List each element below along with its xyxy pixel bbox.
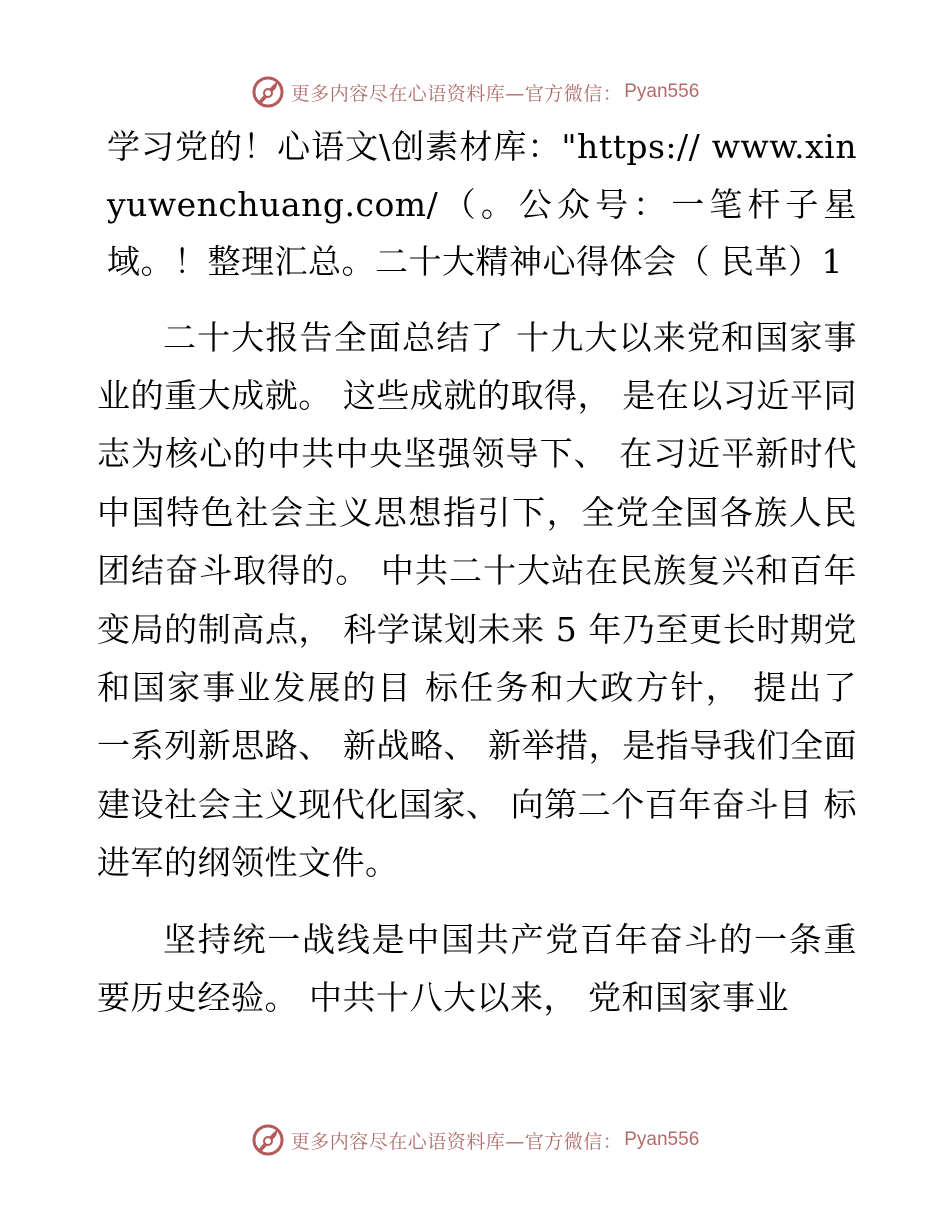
quill-seal-logo [251,1123,285,1157]
document-heading: 学习党的！心语文\创素材库："https:// www.xinyuwenchuang.com/（。公众号：一笔杆子星域。！整理汇总。二十大精神心得体会（ 民革）1 [107,127,857,281]
quill-seal-logo [251,75,285,109]
watermark-text: 更多内容尽在心语资料库—官方微信： [290,82,623,105]
watermark-wechat-id: Pyan556 [624,81,700,102]
paragraph-2: 坚持统一战线是中国共产党百年奋斗的一条重要历史经验。 中共十八大以来， 党和国家事业 [97,919,857,1017]
watermark-footer [0,1118,950,1162]
watermark-header [0,70,950,114]
watermark-text: 更多内容尽在心语资料库—官方微信： [290,1130,623,1153]
paragraph-1: 二十大报告全面总结了 十九大以来党和国家事业的重大成就。 这些成就的取得， 是在以习近平同志为核心的中共中央坚强领导下、 在习近平新时代中国特色社会主义思想指引下，全党全国各族人民团结奋斗取得的。 中共二十大站在民族复兴和百年变局的制高点， 科学谋划未来 5 年乃至更长时期党和国家事业发展的目 标任务和大政方针， 提出了 一系列新思路、 新战略、 新举措，是指导我们全面建设社会主义现代化国家、 向第二个百年奋斗目 标进军的纲领性文件。 [97,317,857,883]
document-body [97,118,857,1027]
watermark-wechat-id: Pyan556 [624,1129,700,1150]
